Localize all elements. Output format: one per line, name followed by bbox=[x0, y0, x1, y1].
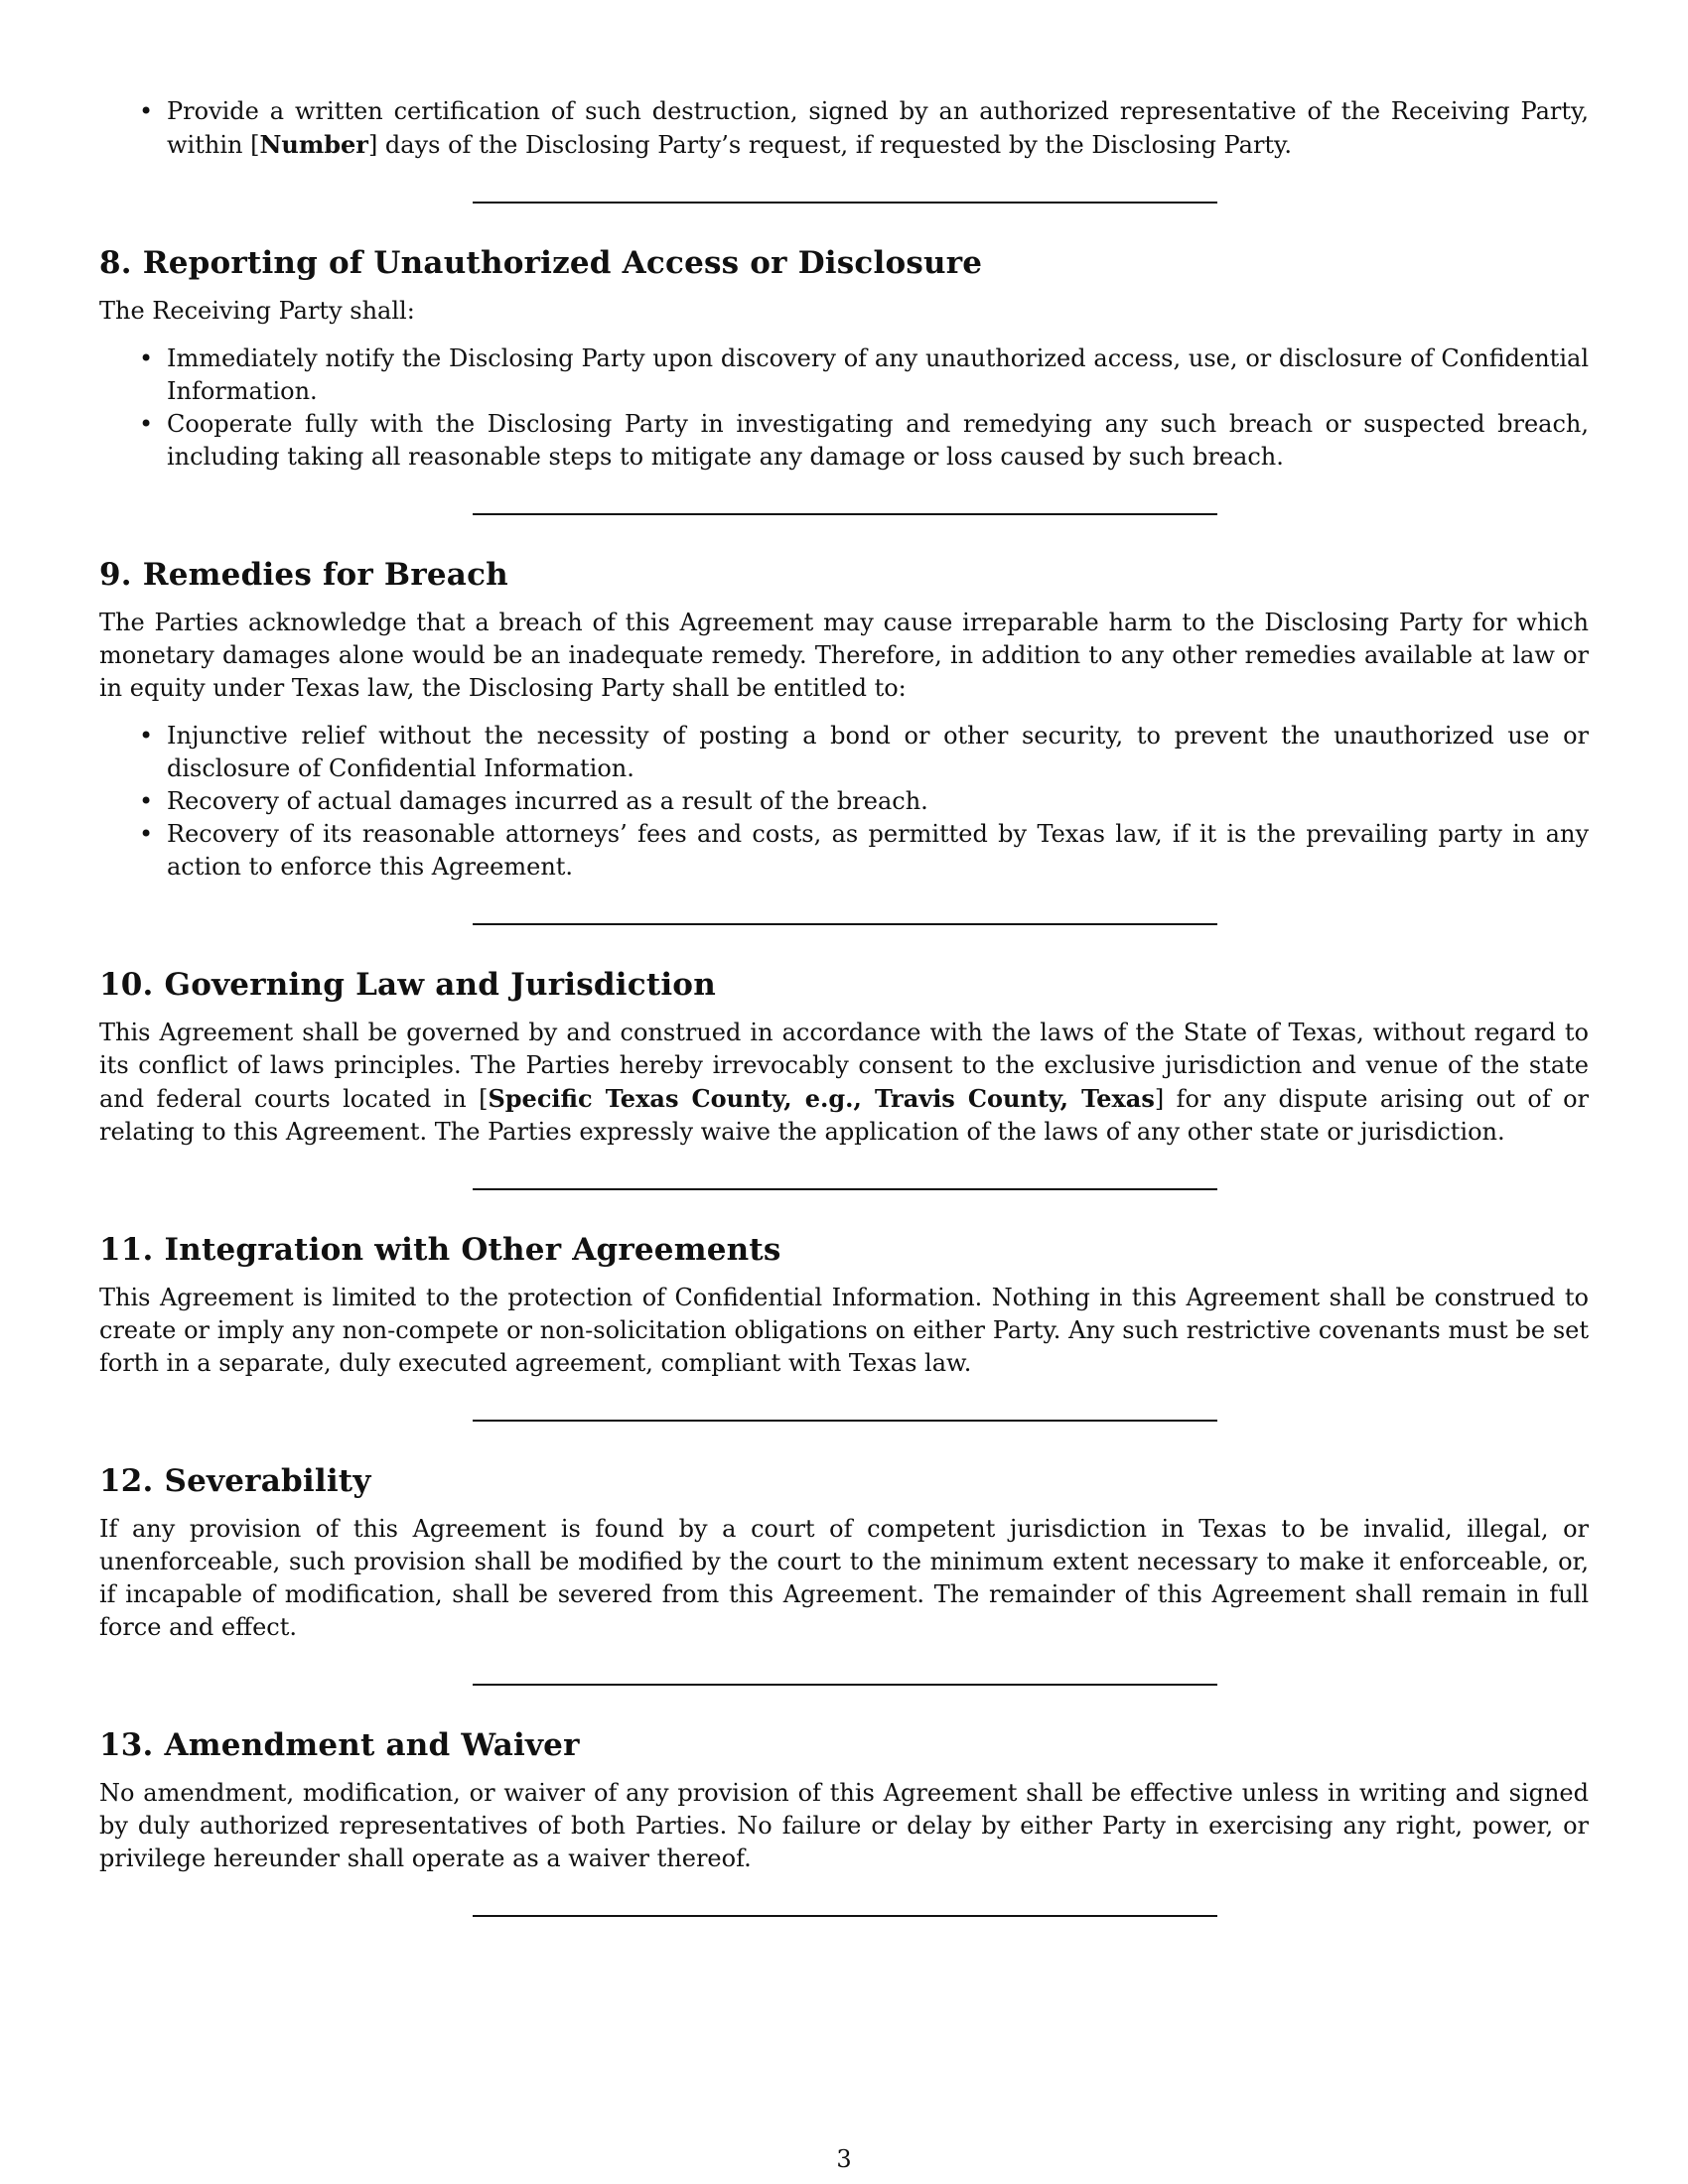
section-9-bullet-list bbox=[99, 720, 1589, 884]
list-item: • Cooperate fully with the Disclosing Party in investigating and remedying any such breach or suspected breach, including taking all reasonable steps to mitigate any damage or loss caused by such breach. bbox=[167, 408, 1589, 474]
section-8-intro: The Receiving Party shall: bbox=[99, 297, 415, 325]
section-8-bullet-list bbox=[99, 342, 1589, 474]
section-heading-13: 13. Amendment and Waiver bbox=[99, 1727, 580, 1763]
section-divider bbox=[473, 1684, 1217, 1686]
list-item: • Injunctive relief without the necessity of posting a bond or other security, to prevent the unauthorized use or disclosure of Confidential Information. bbox=[167, 720, 1589, 785]
section-divider bbox=[473, 513, 1217, 515]
placeholder-number: Number bbox=[259, 130, 368, 159]
list-item: • Immediately notify the Disclosing Party upon discovery of any unauthorized access, use, or disclosure of Confidential Information. bbox=[167, 342, 1589, 408]
section-9-intro: The Parties acknowledge that a breach of this Agreement may cause irreparable harm to the Disclosing Party for which monetary damages alone would be an inadequate remedy. Therefore, in addition to any other remedies available at law or in equity under Texas law, the Disclosing Party shall be entitled to: bbox=[99, 609, 1589, 702]
section-heading-10: 10. Governing Law and Jurisdiction bbox=[99, 967, 716, 1003]
section-heading-8: 8. Reporting of Unauthorized Access or Disclosure bbox=[99, 245, 983, 281]
section-divider bbox=[473, 1188, 1217, 1190]
section-heading-12: 12. Severability bbox=[99, 1463, 371, 1499]
list-item: • Recovery of its reasonable attorneys’ fees and costs, as permitted by Texas law, if it is the prevailing party in any action to enforce this Agreement. bbox=[167, 818, 1589, 884]
section-12-text: If any provision of this Agreement is found by a court of competent jurisdiction in Texas to be invalid, illegal, or unenforceable, such provision shall be modified by the court to the minimum extent necessary to make it enforceable, or, if incapable of modification, shall be severed from this Agreement. The remainder of this Agreement shall remain in full force and effect. bbox=[99, 1515, 1589, 1641]
section-divider bbox=[473, 923, 1217, 925]
section-13-text: No amendment, modification, or waiver of any provision of this Agreement shall be effective unless in writing and signed by duly authorized representatives of both Parties. No failure or delay by either Party in exercising any right, power, or privilege hereunder shall operate as a waiver thereof. bbox=[99, 1779, 1589, 1872]
section-heading-11: 11. Integration with Other Agreements bbox=[99, 1232, 781, 1268]
intro-bullet-list bbox=[99, 95, 1589, 162]
section-heading-9: 9. Remedies for Breach bbox=[99, 557, 508, 593]
document-page bbox=[99, 95, 1589, 1917]
section-divider bbox=[473, 1420, 1217, 1422]
section-divider bbox=[473, 1915, 1217, 1917]
section-divider bbox=[473, 202, 1217, 204]
placeholder-county: Specific Texas County, e.g., Travis County, Texas bbox=[488, 1084, 1155, 1113]
section-11-text: This Agreement is limited to the protection of Confidential Information. Nothing in this Agreement shall be construed to create or imply any non-compete or non-solicitation obligations on either Party. Any such restrictive covenants must be set forth in a separate, duly executed agreement, compliant with Texas law. bbox=[99, 1284, 1589, 1377]
list-item: • Provide a written certification of such destruction, signed by an authorized representative of the Receiving Party, within [Number] days of the Disclosing Party’s request, if requested by the Disclosing Party. bbox=[167, 95, 1589, 162]
page-number: 3 bbox=[836, 2145, 852, 2173]
section-10-text: This Agreement shall be governed by and construed in accordance with the laws of the State of Texas, without regard to its conflict of laws principles. The Parties hereby irrevocably consent to the exclusive jurisdiction and venue of the state and federal courts located in [Specific Texas County, e.g., Travis County, Texas] for any dispute arising out of or relating to this Agreement. The Parties expressly waive the application of the laws of any other state or jurisdiction. bbox=[99, 1019, 1590, 1146]
list-item: • Recovery of actual damages incurred as a result of the breach. bbox=[167, 785, 1589, 818]
